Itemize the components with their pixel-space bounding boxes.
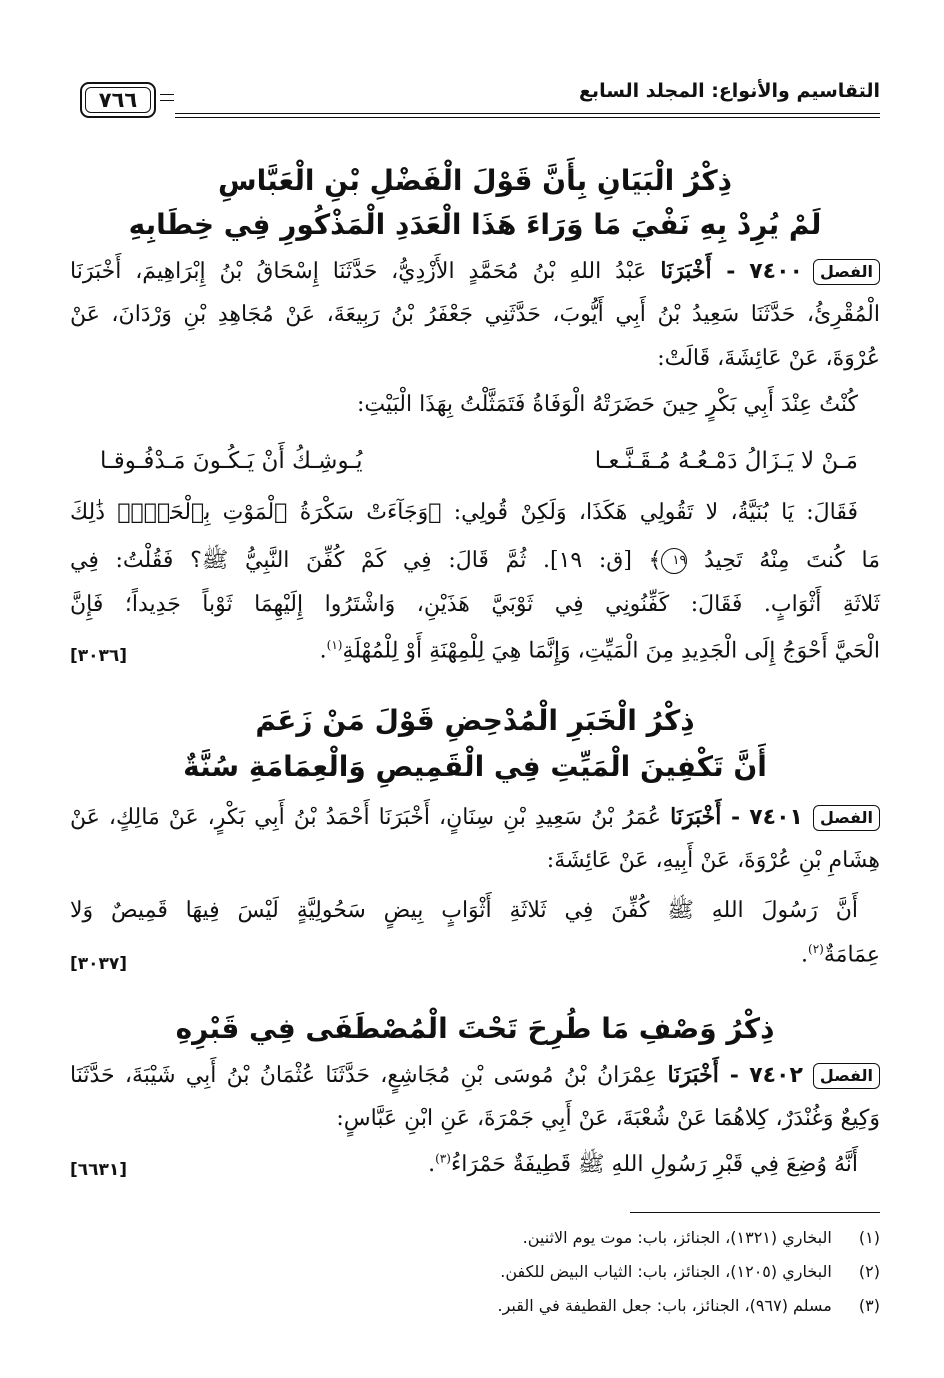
fasl-badge: الفصل	[813, 1063, 880, 1089]
matn-text: عِمَامَةٌ	[823, 942, 880, 968]
footnote-number: (١)	[858, 1228, 880, 1247]
running-title: التقاسيم والأنواع: المجلد السابع	[578, 80, 880, 102]
fasl-badge: الفصل	[813, 805, 880, 831]
section-heading: ذِكْرُ الْخَبَرِ الْمُدْحِضِ قَوْلَ مَنْ زَعَمَ	[255, 704, 695, 737]
matn-line: عِمَامَةٌ$^{(٢)}$.	[801, 942, 880, 968]
matn-line	[70, 546, 880, 578]
header-rule-double	[70, 117, 880, 118]
matn-line: الْحَيَّ أَحْوَجُ إِلَى الْجَدِيدِ مِنَ الْمَيِّتِ، وَإِنَّمَا هِيَ لِلْمِهْنَةِ أَوْ لِلْمُهْلَةِ$^{(١)}$.	[319, 638, 880, 664]
isnad-line: وَكِيعٌ وَغُنْدَرٌ، كِلاهُمَا عَنْ شُعْبَةَ، عَنْ أَبِي جَمْرَةَ، عَنِ ابْنِ عَبَّاسٍ:	[336, 1106, 880, 1131]
footnote-text: البخاري (١٣٢١)، الجنائز، باب: موت يوم الاثنين.	[522, 1228, 832, 1247]
page-number: ٧٦٦	[80, 82, 156, 118]
reference-number: [٦٦٣١]	[70, 1160, 128, 1180]
ayah-number-mark: ١٩	[661, 548, 687, 574]
isnad-line	[70, 804, 880, 831]
footnote-number: (٣)	[858, 1296, 880, 1315]
fasl-badge: الفصل	[813, 259, 880, 285]
footnote-text: البخاري (١٢٠٥)، الجنائز، باب: الثياب البيض للكفن.	[500, 1262, 832, 1281]
isnad-text: عِمْرَانُ بْنُ مُوسَى بْنِ مُجَاشِعٍ، حَدَّثَنَا عُثْمَانُ بْنُ أَبِي شَيْبَةَ، حَدَّثَنَا	[70, 1063, 658, 1088]
footnote-mark: (٢)	[808, 942, 824, 956]
footnote-separator	[630, 1212, 880, 1213]
section-heading: ذِكْرُ وَصْفِ مَا طُرِحَ تَحْتَ الْمُصْطَفَى فِي قَبْرِهِ	[175, 1012, 775, 1045]
isnad-line: الْمُقْرِئُ، حَدَّثَنَا سَعِيدُ بْنُ أَبِي أَيُّوبَ، حَدَّثَنِي جَعْفَرُ بْنُ رَبِيعَةَ، عَنْ مُجَاهِدِ بْنِ وَرْدَانَ، عَنْ	[70, 302, 880, 327]
hadith-number: ٧٤٠٠	[749, 259, 803, 284]
matn-text: الْحَيَّ أَحْوَجُ إِلَى الْجَدِيدِ مِنَ الْمَيِّتِ، وَإِنَّمَا هِيَ لِلْمِهْنَةِ أَوْ لِلْمُهْلَةِ	[342, 638, 880, 664]
matn-line: أَنَّهُ وُضِعَ فِي قَبْرِ رَسُولِ اللهِ ﷺ قَطِيفَةٌ حَمْرَاءُ$^{(٣)}$.	[428, 1151, 858, 1177]
footnote	[70, 1262, 880, 1281]
matn-line: فَقَالَ: يَا بُنَيَّةُ، لا تَقُولِي هَكَذَا، وَلَكِنْ قُولِي: ﴿وَجَآءَتْ سَكْرَةُ ٱلْمَوْتِ بِٱلْحَقِّۖ ذَٰلِكَ	[70, 500, 858, 525]
page-number-ornament	[160, 94, 174, 95]
footnote	[70, 1228, 880, 1247]
section-heading: لَمْ يُرِدْ بِهِ نَفْيَ مَا وَرَاءَ هَذَا الْعَدَدِ الْمَذْكُورِ فِي خِطَابِهِ	[128, 208, 822, 241]
section-heading: أَنَّ تَكْفِينَ الْمَيِّتِ فِي الْقَمِيصِ وَالْعِمَامَةِ سُنَّةٌ	[183, 750, 767, 783]
footnote-mark: (٣)	[435, 1151, 451, 1166]
page-number-ornament	[160, 100, 174, 101]
matn-text: أَنَّهُ وُضِعَ فِي قَبْرِ رَسُولِ اللهِ ﷺ قَطِيفَةٌ حَمْرَاءُ	[450, 1152, 858, 1177]
matn-line: أَنَّ رَسُولَ اللهِ ﷺ كُفِّنَ فِي ثَلاثَةِ أَثْوَابٍ بِيضٍ سَحُولِيَّةٍ لَيْسَ فِيهَا قَمِيصٌ وَلا	[70, 898, 858, 923]
isnad-line: عُرْوَةَ، عَنْ عَائِشَةَ، قَالَتْ:	[657, 346, 880, 371]
section-heading: ذِكْرُ الْبَيَانِ بِأَنَّ قَوْلَ الْفَضْلِ بْنِ الْعَبَّاسِ	[217, 164, 733, 197]
hadith-number: ٧٤٠٢	[749, 1063, 803, 1088]
hadith-number: ٧٤٠١	[749, 805, 803, 830]
isnad-line: هِشَامِ بْنِ عُرْوَةَ، عَنْ أَبِيهِ، عَنْ عَائِشَةَ:	[546, 848, 880, 873]
footnote	[70, 1296, 880, 1315]
isnad-text: عُمَرُ بْنُ سَعِيدِ بْنِ سِنَانٍ، أَخْبَرَنَا أَحْمَدُ بْنُ أَبِي بَكْرٍ، عَنْ مَالِكٍ، عَنْ	[70, 805, 662, 830]
matn-line: كُنْتُ عِنْدَ أَبِي بَكْرٍ حِينَ حَضَرَتْهُ الْوَفَاةُ فَتَمَثَّلْتُ بِهَذَا الْبَيْتِ:	[356, 392, 858, 417]
verse-hemistich-right: مَـنْ لا يَـزَالُ دَمْـعُـهُ مُـقَـنَّـعـا	[594, 448, 858, 474]
footnote-number: (٢)	[858, 1262, 880, 1281]
reference-number: [٣٠٣٦]	[70, 646, 128, 666]
matn-line: ثَلاثَةِ أَثْوَابٍ. فَقَالَ: كَفِّنُونِي فِي ثَوْبَيَّ هَذَيْنِ، وَاشْتَرُوا إِلَيْهِمَا ثَوْباً جَدِيداً؛ فَإِنَّ	[70, 592, 880, 617]
matn-text: ﴾ [ق: ١٩]. ثُمَّ قَالَ: فِي كَمْ كُفِّنَ النَّبِيُّ ﷺ؟ فَقُلْتُ: فِي	[70, 548, 662, 573]
quran-text: مَا كُنتَ مِنْهُ تَحِيدُ	[704, 548, 880, 573]
reference-number: [٣٠٣٧]	[70, 954, 128, 974]
akhbarana-label: - أَخْبَرَنَا	[660, 258, 736, 284]
isnad-line	[70, 258, 880, 285]
isnad-line	[70, 1062, 880, 1089]
akhbarana-label: - أَخْبَرَنَا	[667, 1062, 739, 1088]
book-page	[70, 0, 880, 1378]
verse-hemistich-left: يُـوشِـكُ أَنْ يَـكُـونَ مَـدْفُـوقـا	[100, 448, 363, 474]
footnote-text: مسلم (٩٦٧)، الجنائز، باب: جعل القطيفة في القبر.	[497, 1296, 832, 1315]
akhbarana-label: - أَخْبَرَنَا	[670, 804, 741, 830]
footnote-mark: (١)	[326, 638, 343, 652]
isnad-text: عَبْدُ اللهِ بْنُ مُحَمَّدٍ الأَزْدِيُّ، حَدَّثَنَا إِسْحَاقُ بْنُ إِبْرَاهِيمَ، أَخْبَرَنَا	[70, 259, 647, 284]
header-rule	[70, 113, 880, 114]
page-number-frame	[70, 82, 175, 118]
running-header	[70, 72, 880, 122]
